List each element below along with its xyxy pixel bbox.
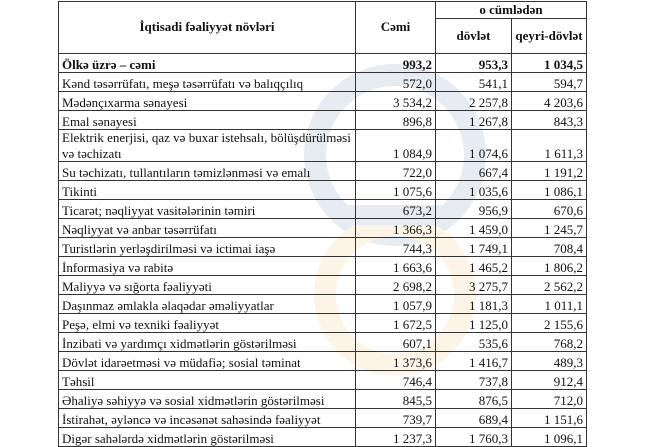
- total-value: 739,7: [356, 409, 436, 428]
- state-value: 3 275,7: [436, 276, 512, 295]
- table-row: [59, 130, 587, 162]
- non-state-value: 1 034,5: [512, 54, 587, 73]
- non-state-value: 670,6: [512, 200, 587, 219]
- state-column-header: dövlət: [436, 19, 512, 54]
- state-value: 667,4: [436, 162, 512, 181]
- table-row: [59, 257, 587, 276]
- table-row: [59, 181, 587, 200]
- row-label: Təhsil: [59, 371, 356, 390]
- table-row: [59, 111, 587, 130]
- row-label: İnformasiya və rabitə: [59, 257, 356, 276]
- table-row: [59, 276, 587, 295]
- non-state-value: 1 806,2: [512, 257, 587, 276]
- table-row: [59, 314, 587, 333]
- total-value: 993,2: [356, 54, 436, 73]
- non-state-value: 1 245,7: [512, 219, 587, 238]
- total-value: 746,4: [356, 371, 436, 390]
- state-value: 1 035,6: [436, 181, 512, 200]
- table-row: [59, 428, 587, 447]
- state-value: 956,9: [436, 200, 512, 219]
- non-state-value: 1 151,6: [512, 409, 587, 428]
- state-value: 1 760,3: [436, 428, 512, 447]
- row-label: Tikinti: [59, 181, 356, 200]
- state-value: 953,3: [436, 54, 512, 73]
- non-state-value: 708,4: [512, 238, 587, 257]
- row-label: Nəqliyyat və anbar təsərrüfatı: [59, 219, 356, 238]
- total-value: 2 698,2: [356, 276, 436, 295]
- state-value: 1 459,0: [436, 219, 512, 238]
- non-state-value: 4 203,6: [512, 92, 587, 111]
- non-state-value: 1 191,2: [512, 162, 587, 181]
- table-row: [59, 219, 587, 238]
- row-label: Mədənçıxarma sənayesi: [59, 92, 356, 111]
- state-value: 1 465,2: [436, 257, 512, 276]
- total-value: 845,5: [356, 390, 436, 409]
- row-label: Kənd təsərrüfatı, meşə təsərrüfatı və balıqçılıq: [59, 73, 356, 92]
- state-value: 876,5: [436, 390, 512, 409]
- state-value: 689,4: [436, 409, 512, 428]
- table-row: [59, 92, 587, 111]
- non-state-value: 1 086,1: [512, 181, 587, 200]
- table-row: [59, 162, 587, 181]
- row-label: Ölkə üzrə – cəmi: [59, 54, 356, 73]
- total-value: 1 672,5: [356, 314, 436, 333]
- state-value: 1 074,6: [436, 130, 512, 162]
- table-row: [59, 333, 587, 352]
- non-state-value: 912,4: [512, 371, 587, 390]
- total-value: 1 366,3: [356, 219, 436, 238]
- total-value: 744,3: [356, 238, 436, 257]
- state-value: 1 267,8: [436, 111, 512, 130]
- table-row: [59, 73, 587, 92]
- activity-column-header: İqtisadi fəaliyyət növləri: [59, 2, 356, 54]
- row-label: İstirahət, əyləncə və incəsənət sahəsində fəaliyyət: [59, 409, 356, 428]
- total-value: 3 534,2: [356, 92, 436, 111]
- table-row: [59, 371, 587, 390]
- state-value: 535,6: [436, 333, 512, 352]
- of-which-group-header: o cümlədən: [436, 2, 587, 19]
- non-state-value: 1 611,3: [512, 130, 587, 162]
- non-state-column-header: qeyri-dövlət: [512, 19, 587, 54]
- statistics-table: [58, 1, 587, 447]
- total-column-header: Cəmi: [356, 2, 436, 54]
- non-state-value: 768,2: [512, 333, 587, 352]
- total-value: 607,1: [356, 333, 436, 352]
- state-value: 2 257,8: [436, 92, 512, 111]
- table-row: [59, 200, 587, 219]
- row-label: Maliyyə və sığorta fəaliyyəti: [59, 276, 356, 295]
- total-value: 896,8: [356, 111, 436, 130]
- row-label: Digər sahələrdə xidmətlərin göstərilməsi: [59, 428, 356, 447]
- total-value: 673,2: [356, 200, 436, 219]
- state-value: 737,8: [436, 371, 512, 390]
- state-value: 541,1: [436, 73, 512, 92]
- row-label: Emal sənayesi: [59, 111, 356, 130]
- table-row: [59, 295, 587, 314]
- non-state-value: 1 096,1: [512, 428, 587, 447]
- table-body: [59, 54, 587, 447]
- table-row: [59, 54, 587, 73]
- non-state-value: 489,3: [512, 352, 587, 371]
- non-state-value: 712,0: [512, 390, 587, 409]
- row-label: Elektrik enerjisi, qaz və buxar istehsalı, bölüşdürülməsi və təchizatı: [59, 130, 356, 162]
- total-value: 1 373,6: [356, 352, 436, 371]
- total-value: 1 057,9: [356, 295, 436, 314]
- table-row: [59, 352, 587, 371]
- non-state-value: 2 155,6: [512, 314, 587, 333]
- table-row: [59, 390, 587, 409]
- non-state-value: 843,3: [512, 111, 587, 130]
- row-label: Peşə, elmi və texniki fəaliyyət: [59, 314, 356, 333]
- total-value: 572,0: [356, 73, 436, 92]
- total-value: 722,0: [356, 162, 436, 181]
- non-state-value: 594,7: [512, 73, 587, 92]
- total-value: 1 075,6: [356, 181, 436, 200]
- state-value: 1 749,1: [436, 238, 512, 257]
- row-label: Su təchizatı, tullantıların təmizlənməsi və emalı: [59, 162, 356, 181]
- row-label: Ticarət; nəqliyyat vasitələrinin təmiri: [59, 200, 356, 219]
- row-label: Əhaliyə səhiyyə və sosial xidmətlərin göstərilməsi: [59, 390, 356, 409]
- table-row: [59, 409, 587, 428]
- row-label: Daşınmaz əmlakla əlaqədar əməliyyatlar: [59, 295, 356, 314]
- state-value: 1 181,3: [436, 295, 512, 314]
- table-row: [59, 238, 587, 257]
- row-label: İnzibati və yardımçı xidmətlərin göstərilməsi: [59, 333, 356, 352]
- state-value: 1 416,7: [436, 352, 512, 371]
- row-label: Dövlət idarəetməsi və müdafiə; sosial təminat: [59, 352, 356, 371]
- state-value: 1 125,0: [436, 314, 512, 333]
- total-value: 1 237,3: [356, 428, 436, 447]
- row-label: Turistlərin yerləşdirilməsi və ictimai iaşə: [59, 238, 356, 257]
- non-state-value: 1 011,1: [512, 295, 587, 314]
- non-state-value: 2 562,2: [512, 276, 587, 295]
- total-value: 1 084,9: [356, 130, 436, 162]
- total-value: 1 663,6: [356, 257, 436, 276]
